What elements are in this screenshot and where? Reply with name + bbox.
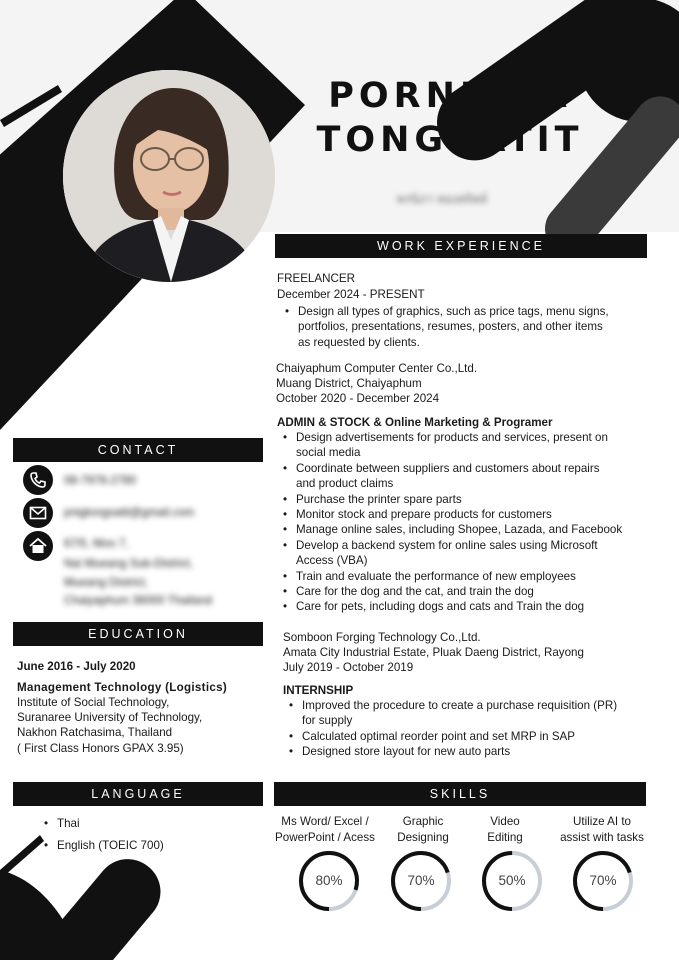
education-period: June 2016 - July 2020 (17, 660, 136, 673)
contact-heading: CONTACT (13, 438, 263, 462)
bullet-text: • Design all types of graphics, such as price tags, menu signs, (298, 305, 609, 318)
bullet-text: • Care for the dog and the cat, and train the dog (296, 585, 534, 599)
job3-location: Amata City Industrial Estate, Pluak Daeng District, Rayong (283, 646, 584, 659)
bullet-item (282, 744, 617, 759)
language-list (37, 816, 164, 854)
bullet-item (276, 538, 622, 569)
skill-label: Utilize AI to assist with tasks (560, 815, 644, 844)
language-heading: LANGUAGE (13, 782, 263, 806)
job2-company: Chaiyaphum Computer Center Co.,Ltd. (276, 362, 478, 375)
last-name: TONGSATIT (316, 120, 584, 160)
bullet-text: • Designed store layout for new auto parts (302, 745, 511, 759)
job2-bullets (276, 430, 622, 615)
job2-location: Muang District, Chaiyaphum (276, 377, 422, 390)
bullet-text: • Monitor stock and prepare products for customers (296, 508, 552, 522)
skill-percent: 70% (407, 873, 435, 888)
job2-role: ADMIN & STOCK & Online Marketing & Programer (277, 416, 553, 429)
bullet-text: • Purchase the printer spare parts (296, 492, 462, 506)
bullet-item (276, 430, 622, 461)
bullet-item (276, 461, 622, 492)
bullet-text: • Develop a backend system for online sales using Microsoft (296, 538, 598, 552)
skill-percent: 70% (589, 873, 617, 888)
portrait-image (63, 70, 275, 282)
first-name: PORNNIPA (328, 76, 572, 116)
bullet-text: for supply (302, 714, 353, 728)
language-item: • Thai (37, 816, 164, 831)
skill-label: Graphic Designing (397, 815, 449, 844)
bullet-text: portfolios, presentations, resumes, posters, and other items (298, 320, 603, 334)
bullet-text: • Train and evaluate the performance of new employees (296, 569, 576, 583)
mail-icon (23, 498, 53, 528)
contact-phone: 08-7978-2780 (64, 474, 137, 487)
thai-name-blurred: พรนิภา ทองสถิตย์ (396, 192, 488, 206)
bullet-item (282, 698, 617, 729)
contact-address-3: Mueang District, (64, 576, 148, 589)
job3-bullets (282, 698, 617, 760)
skill-percent: 50% (498, 873, 526, 888)
contact-address-4: Chaiyaphum 36000 Thailand (64, 594, 213, 607)
freelancer-title: FREELANCER (277, 272, 355, 285)
bullet-text: • Design advertisements for products and services, present on (296, 431, 608, 444)
job2-period: October 2020 - December 2024 (276, 392, 440, 405)
education-line-1: Institute of Social Technology, (17, 696, 170, 709)
freelancer-bullets (278, 304, 609, 350)
freelancer-period: December 2024 - PRESENT (277, 288, 425, 301)
education-degree: Management Technology (Logistics) (17, 681, 228, 694)
skill-label: Ms Word/ Excel / PowerPoint / Acess (275, 815, 375, 844)
education-heading: EDUCATION (13, 622, 263, 646)
bullet-item (276, 599, 622, 614)
contact-address-2: Nai Mueang Sub-District, (64, 557, 193, 570)
bullet-text: • Improved the procedure to create a purchase requisition (PR) (302, 699, 618, 712)
bullet-text: • Manage online sales, including Shopee, Lazada, and Facebook (296, 523, 623, 537)
job3-role: INTERNSHIP (283, 684, 354, 697)
education-line-4: ( First Class Honors GPAX 3.95) (17, 742, 184, 755)
job3-company: Somboon Forging Technology Co.,Ltd. (283, 631, 481, 644)
bullet-text: • Coordinate between suppliers and customers about repairs (296, 461, 600, 475)
bullet-item (278, 304, 609, 350)
skill-label: Video Editing (487, 815, 523, 844)
contact-email: pnigtongsatit@gmail.com (64, 506, 195, 519)
language-item: • English (TOEIC 700) (37, 838, 164, 853)
bullet-text: as requested by clients. (298, 335, 420, 349)
bullet-item (276, 522, 622, 537)
phone-icon (23, 465, 53, 495)
education-line-3: Nakhon Ratchasima, Thailand (17, 726, 173, 739)
bullet-item (276, 492, 622, 507)
bullet-item (276, 584, 622, 599)
contact-address-1: 67/5, Moo 7, (64, 537, 129, 550)
skill-percent: 80% (315, 873, 343, 888)
bullet-text: Access (VBA) (296, 554, 368, 568)
job3-period: July 2019 - October 2019 (283, 661, 414, 674)
bullet-item (276, 507, 622, 522)
home-icon (23, 531, 53, 561)
bullet-text: • Care for pets, including dogs and cats and Train the dog (296, 600, 585, 614)
bullet-text: and product claims (296, 477, 394, 491)
bullet-item (282, 729, 617, 744)
bullet-item (276, 569, 622, 584)
education-line-2: Suranaree University of Technology, (17, 711, 203, 724)
skills-heading: SKILLS (274, 782, 646, 806)
bullet-text: social media (296, 446, 361, 460)
bullet-text: • Calculated optimal reorder point and set MRP in SAP (302, 729, 576, 743)
profile-photo (63, 70, 275, 282)
work-experience-heading: WORK EXPERIENCE (275, 234, 647, 258)
